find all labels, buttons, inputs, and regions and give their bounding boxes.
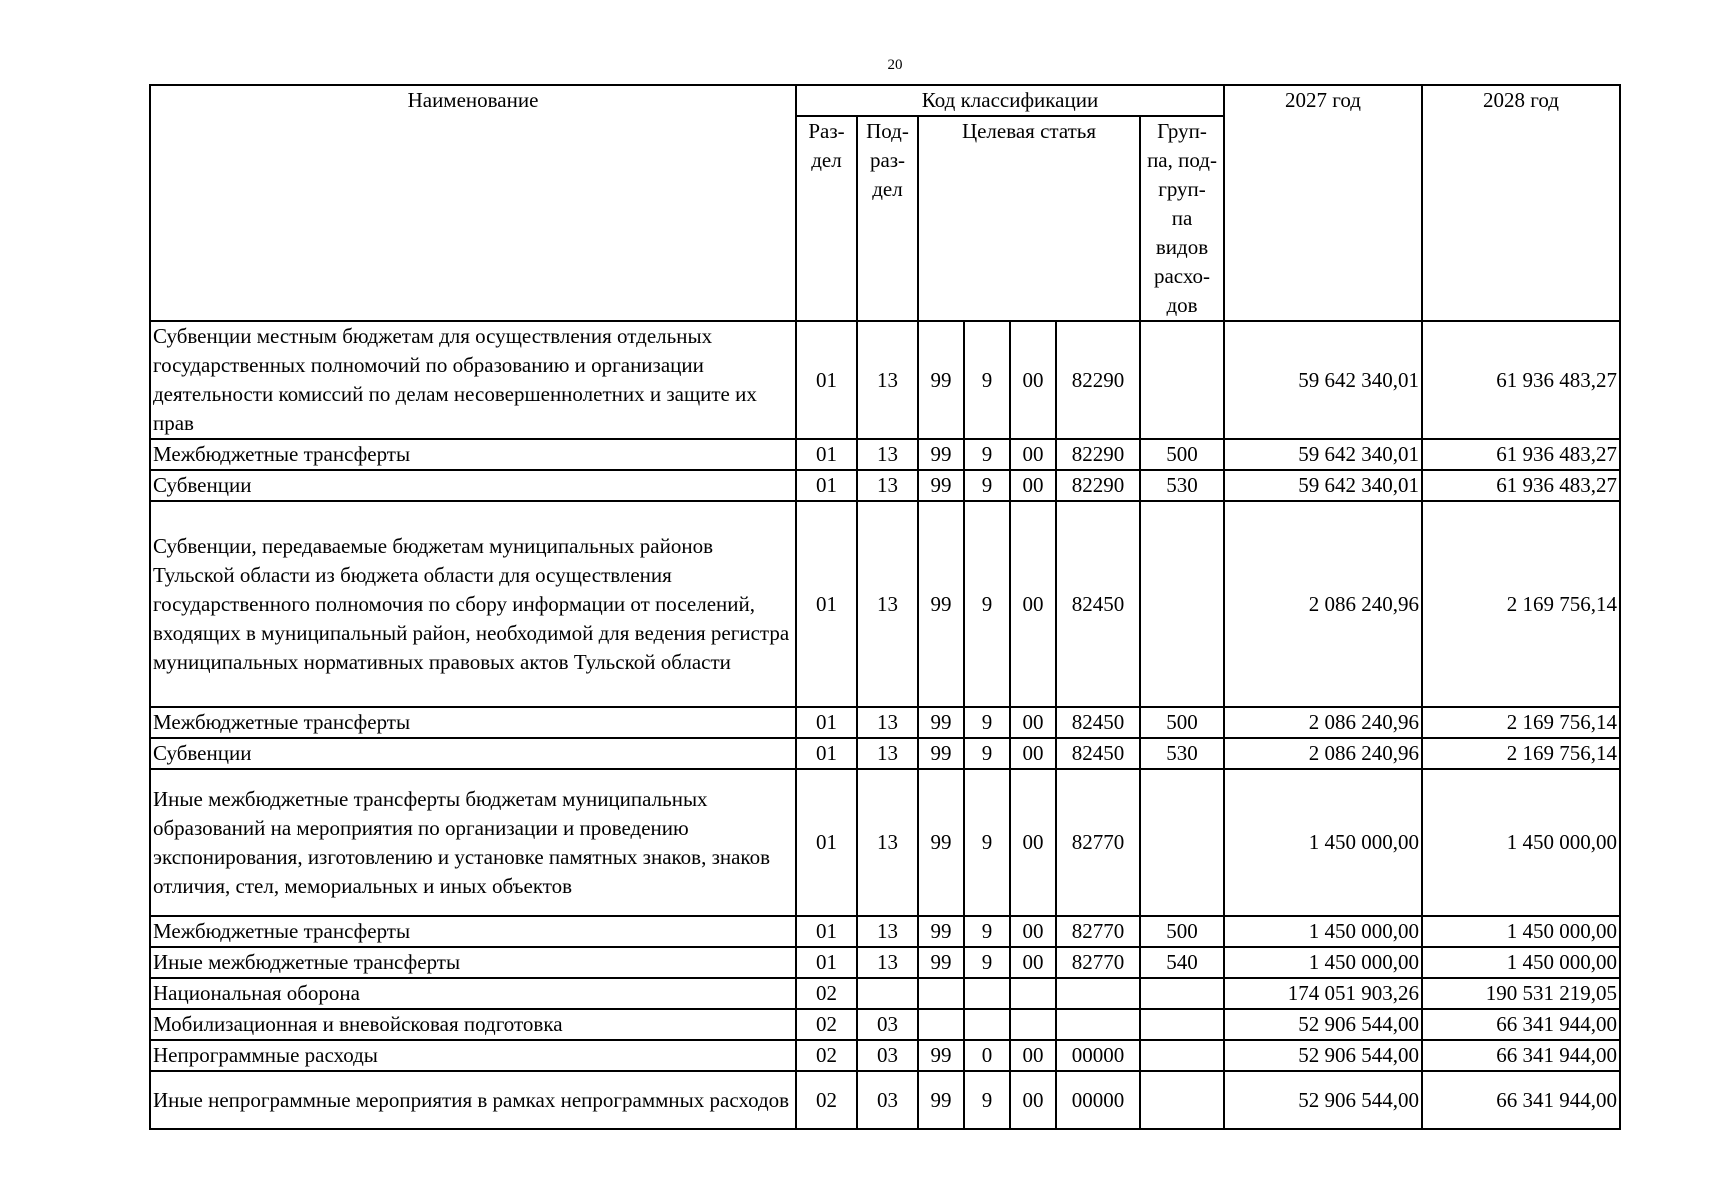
amount-2027-cell: 59 642 340,01: [1224, 321, 1422, 439]
table-row: [150, 707, 1620, 738]
celevaya-direction-cell: 82290: [1056, 439, 1140, 470]
razdel-cell: 01: [796, 470, 857, 501]
amount-2027-cell: 59 642 340,01: [1224, 439, 1422, 470]
celevaya-type-cell: [964, 978, 1010, 1009]
celevaya-main-cell: 00: [1010, 947, 1056, 978]
podrazdel-cell: 13: [857, 321, 918, 439]
table-row: [150, 947, 1620, 978]
podrazdel-cell: 13: [857, 947, 918, 978]
celevaya-direction-cell: 82290: [1056, 470, 1140, 501]
celevaya-main-cell: 00: [1010, 470, 1056, 501]
header-year-2028: 2028 год: [1422, 85, 1620, 321]
row-name: Непрограммные расходы: [150, 1040, 796, 1071]
podrazdel-cell: 13: [857, 916, 918, 947]
vid-rashodov-cell: [1140, 978, 1224, 1009]
celevaya-program-cell: [918, 1009, 964, 1040]
header-name: Наименование: [150, 85, 796, 321]
vid-rashodov-cell: 530: [1140, 470, 1224, 501]
razdel-cell: 01: [796, 501, 857, 707]
podrazdel-cell: 03: [857, 1009, 918, 1040]
amount-2028-cell: 1 450 000,00: [1422, 769, 1620, 916]
amount-2028-cell: 190 531 219,05: [1422, 978, 1620, 1009]
row-name: Иные непрограммные мероприятия в рамках непрограммных расходов: [150, 1071, 796, 1129]
row-name: Национальная оборона: [150, 978, 796, 1009]
amount-2027-cell: 52 906 544,00: [1224, 1071, 1422, 1129]
celevaya-type-cell: 9: [964, 470, 1010, 501]
celevaya-direction-cell: [1056, 978, 1140, 1009]
celevaya-main-cell: 00: [1010, 501, 1056, 707]
razdel-cell: 02: [796, 1071, 857, 1129]
podrazdel-cell: 13: [857, 501, 918, 707]
row-name: Межбюджетные трансферты: [150, 439, 796, 470]
razdel-cell: 01: [796, 707, 857, 738]
row-name: Иные межбюджетные трансферты: [150, 947, 796, 978]
celevaya-type-cell: 9: [964, 707, 1010, 738]
podrazdel-cell: 03: [857, 1071, 918, 1129]
razdel-cell: 01: [796, 916, 857, 947]
amount-2027-cell: 52 906 544,00: [1224, 1009, 1422, 1040]
table-row: [150, 1071, 1620, 1129]
vid-rashodov-cell: [1140, 1009, 1224, 1040]
amount-2027-cell: 59 642 340,01: [1224, 470, 1422, 501]
vid-rashodov-cell: [1140, 1071, 1224, 1129]
amount-2028-cell: 66 341 944,00: [1422, 1009, 1620, 1040]
celevaya-main-cell: 00: [1010, 1040, 1056, 1071]
table-row: [150, 501, 1620, 707]
razdel-cell: 01: [796, 321, 857, 439]
header-gruppa-vidov-rashodov: Груп- па, под- груп- па видов расхо- дов: [1140, 116, 1224, 321]
header-podrazdel: Под- раз- дел: [857, 116, 918, 321]
celevaya-program-cell: 99: [918, 916, 964, 947]
razdel-cell: 02: [796, 1009, 857, 1040]
amount-2028-cell: 1 450 000,00: [1422, 916, 1620, 947]
table-body: [150, 321, 1620, 1129]
amount-2027-cell: 1 450 000,00: [1224, 769, 1422, 916]
razdel-cell: 02: [796, 978, 857, 1009]
podrazdel-cell: 13: [857, 769, 918, 916]
celevaya-direction-cell: 82450: [1056, 501, 1140, 707]
row-name: Межбюджетные трансферты: [150, 916, 796, 947]
razdel-cell: 01: [796, 947, 857, 978]
celevaya-direction-cell: 82770: [1056, 947, 1140, 978]
row-name: Иные межбюджетные трансферты бюджетам муниципальных образований на мероприятия по организации и проведению экспонирования, изготовлению и установке памятных знаков, знаков отличия, стел, мемориальных и иных объектов: [150, 769, 796, 916]
podrazdel-cell: 13: [857, 707, 918, 738]
budget-table: [149, 84, 1621, 1130]
vid-rashodov-cell: 500: [1140, 439, 1224, 470]
header-code-group: Код классификации: [796, 85, 1224, 116]
header-celevaya-statya: Целевая статья: [918, 116, 1140, 321]
celevaya-program-cell: 99: [918, 439, 964, 470]
amount-2028-cell: 1 450 000,00: [1422, 947, 1620, 978]
row-name: Субвенции местным бюджетам для осуществления отдельных государственных полномочий по образованию и организации деятельности комиссий по делам несовершеннолетних и защите их прав: [150, 321, 796, 439]
table-row: [150, 978, 1620, 1009]
amount-2028-cell: 2 169 756,14: [1422, 501, 1620, 707]
vid-rashodov-cell: [1140, 1040, 1224, 1071]
podrazdel-cell: [857, 978, 918, 1009]
podrazdel-cell: 13: [857, 738, 918, 769]
amount-2027-cell: 1 450 000,00: [1224, 916, 1422, 947]
table-row: [150, 1009, 1620, 1040]
table-row: [150, 321, 1620, 439]
celevaya-type-cell: 9: [964, 738, 1010, 769]
celevaya-main-cell: 00: [1010, 738, 1056, 769]
row-name: Субвенции: [150, 470, 796, 501]
celevaya-main-cell: 00: [1010, 707, 1056, 738]
vid-rashodov-cell: 530: [1140, 738, 1224, 769]
amount-2027-cell: 52 906 544,00: [1224, 1040, 1422, 1071]
row-name: Субвенции: [150, 738, 796, 769]
celevaya-main-cell: 00: [1010, 321, 1056, 439]
celevaya-direction-cell: 82770: [1056, 769, 1140, 916]
table-row: [150, 1040, 1620, 1071]
celevaya-main-cell: 00: [1010, 916, 1056, 947]
razdel-cell: 02: [796, 1040, 857, 1071]
amount-2027-cell: 1 450 000,00: [1224, 947, 1422, 978]
celevaya-direction-cell: 82450: [1056, 738, 1140, 769]
celevaya-type-cell: [964, 1009, 1010, 1040]
celevaya-direction-cell: 82290: [1056, 321, 1140, 439]
amount-2028-cell: 61 936 483,27: [1422, 470, 1620, 501]
vid-rashodov-cell: [1140, 501, 1224, 707]
row-name: Субвенции, передаваемые бюджетам муниципальных районов Тульской области из бюджета области для осуществления государственного полномочия по сбору информации от поселений, входящих в муниципальный район, необходимой для ведения регистра муниципальных нормативных правовых актов Тульской области: [150, 501, 796, 707]
celevaya-main-cell: [1010, 1009, 1056, 1040]
celevaya-direction-cell: 82450: [1056, 707, 1140, 738]
podrazdel-cell: 03: [857, 1040, 918, 1071]
razdel-cell: 01: [796, 738, 857, 769]
celevaya-type-cell: 9: [964, 501, 1010, 707]
celevaya-program-cell: 99: [918, 470, 964, 501]
vid-rashodov-cell: [1140, 769, 1224, 916]
celevaya-type-cell: 0: [964, 1040, 1010, 1071]
celevaya-program-cell: 99: [918, 738, 964, 769]
amount-2027-cell: 2 086 240,96: [1224, 738, 1422, 769]
amount-2028-cell: 2 169 756,14: [1422, 707, 1620, 738]
celevaya-direction-cell: 00000: [1056, 1071, 1140, 1129]
celevaya-program-cell: 99: [918, 769, 964, 916]
amount-2027-cell: 2 086 240,96: [1224, 501, 1422, 707]
row-name: Межбюджетные трансферты: [150, 707, 796, 738]
header-razdel: Раз- дел: [796, 116, 857, 321]
amount-2028-cell: 61 936 483,27: [1422, 321, 1620, 439]
vid-rashodov-cell: 500: [1140, 707, 1224, 738]
amount-2027-cell: 2 086 240,96: [1224, 707, 1422, 738]
celevaya-main-cell: [1010, 978, 1056, 1009]
amount-2028-cell: 66 341 944,00: [1422, 1040, 1620, 1071]
page-number: 20: [887, 57, 903, 73]
razdel-cell: 01: [796, 439, 857, 470]
celevaya-main-cell: 00: [1010, 769, 1056, 916]
table-row: [150, 470, 1620, 501]
celevaya-type-cell: 9: [964, 439, 1010, 470]
amount-2028-cell: 61 936 483,27: [1422, 439, 1620, 470]
row-name: Мобилизационная и вневойсковая подготовка: [150, 1009, 796, 1040]
table-row: [150, 916, 1620, 947]
celevaya-main-cell: 00: [1010, 439, 1056, 470]
podrazdel-cell: 13: [857, 439, 918, 470]
celevaya-program-cell: 99: [918, 947, 964, 978]
header-year-2027: 2027 год: [1224, 85, 1422, 321]
amount-2028-cell: 66 341 944,00: [1422, 1071, 1620, 1129]
celevaya-direction-cell: [1056, 1009, 1140, 1040]
table-row: [150, 439, 1620, 470]
celevaya-program-cell: 99: [918, 1071, 964, 1129]
table-row: [150, 769, 1620, 916]
celevaya-program-cell: 99: [918, 501, 964, 707]
celevaya-type-cell: 9: [964, 1071, 1010, 1129]
podrazdel-cell: 13: [857, 470, 918, 501]
amount-2028-cell: 2 169 756,14: [1422, 738, 1620, 769]
celevaya-direction-cell: 82770: [1056, 916, 1140, 947]
vid-rashodov-cell: [1140, 321, 1224, 439]
vid-rashodov-cell: 500: [1140, 916, 1224, 947]
table-row: [150, 738, 1620, 769]
vid-rashodov-cell: 540: [1140, 947, 1224, 978]
celevaya-type-cell: 9: [964, 321, 1010, 439]
celevaya-program-cell: 99: [918, 1040, 964, 1071]
razdel-cell: 01: [796, 769, 857, 916]
celevaya-type-cell: 9: [964, 916, 1010, 947]
celevaya-main-cell: 00: [1010, 1071, 1056, 1129]
celevaya-program-cell: [918, 978, 964, 1009]
amount-2027-cell: 174 051 903,26: [1224, 978, 1422, 1009]
celevaya-program-cell: 99: [918, 321, 964, 439]
celevaya-program-cell: 99: [918, 707, 964, 738]
celevaya-direction-cell: 00000: [1056, 1040, 1140, 1071]
celevaya-type-cell: 9: [964, 947, 1010, 978]
celevaya-type-cell: 9: [964, 769, 1010, 916]
